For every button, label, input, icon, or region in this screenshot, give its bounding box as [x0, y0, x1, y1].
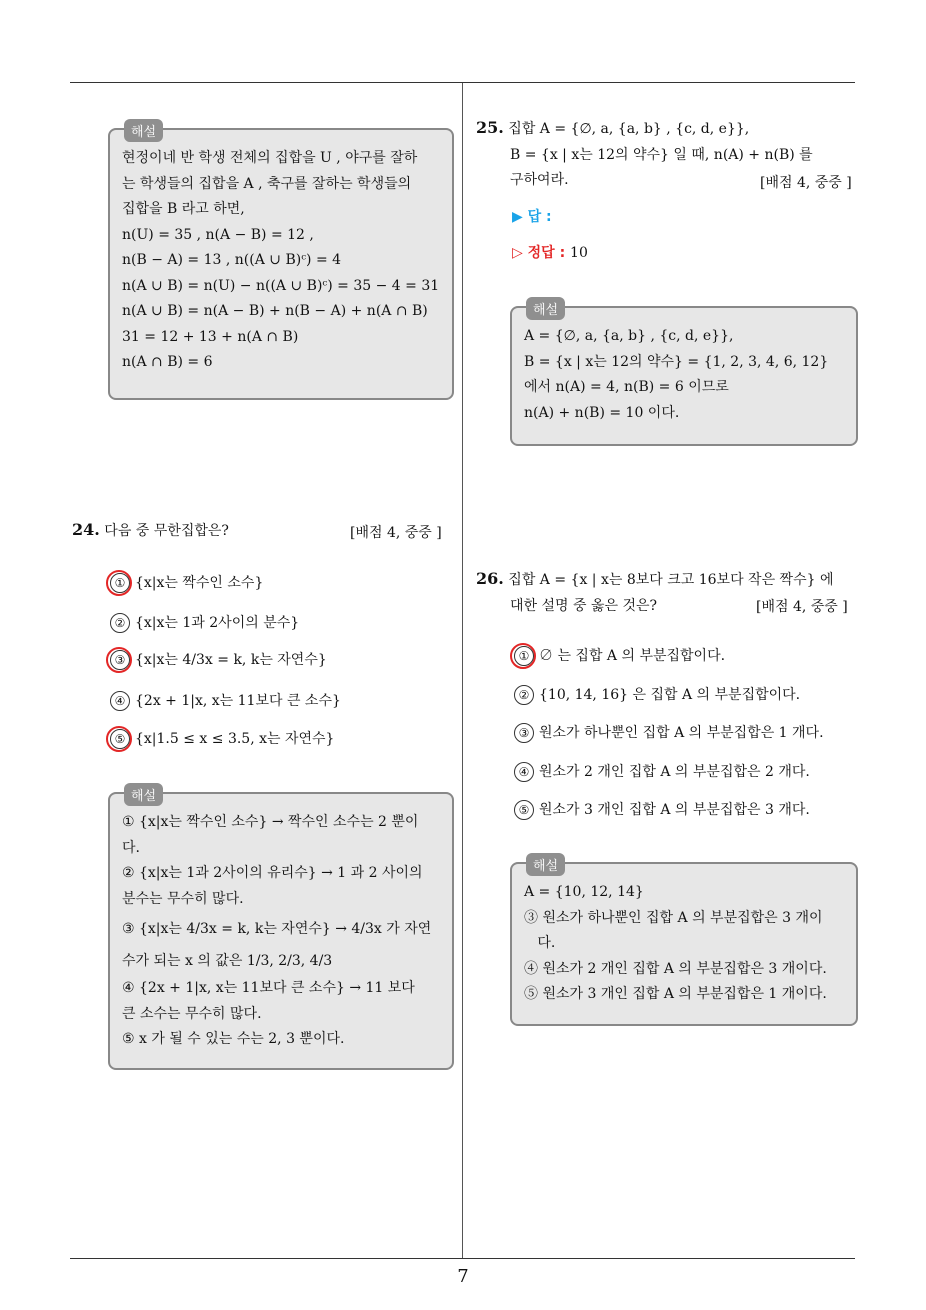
choice-3[interactable]: [514, 722, 824, 743]
choice-4[interactable]: [110, 690, 341, 711]
choice-5[interactable]: [110, 728, 334, 749]
choice-number: ③: [110, 650, 130, 670]
solution-tag: 해설: [124, 783, 163, 806]
solution-line: ① {x|x는 짝수인 소수} → 짝수인 소수는 2 뿐이: [122, 814, 419, 830]
correct-label: ▷ 정답 :: [512, 245, 566, 261]
question-line: 집합 A = {∅, a, {a, b} , {c, d, e}},: [508, 121, 750, 137]
choice-text: 원소가 3 개인 집합 A 의 부분집합은 3 개다.: [539, 802, 810, 818]
choice-text: {10, 14, 16} 은 집합 A 의 부분집합이다.: [539, 687, 801, 703]
question-line: 구하여라.: [510, 172, 569, 188]
solution-tag: 해설: [526, 853, 565, 876]
correct-value: 10: [570, 245, 588, 261]
solution-line: ⑤ 원소가 3 개인 집합 A 의 부분집합은 1 개이다.: [524, 986, 827, 1002]
solution-line: 현정이네 반 학생 전체의 집합을 U , 야구를 잘하: [122, 150, 418, 166]
choice-number: ④: [514, 762, 534, 782]
solution-box-24: [108, 789, 454, 1070]
solution-line: 다.: [524, 935, 556, 951]
solution-line: ③ 원소가 하나뿐인 집합 A 의 부분집합은 3 개이: [524, 909, 823, 926]
solution-line: n(U) = 35 , n(A − B) = 12 ,: [122, 226, 314, 243]
question-line: 집합 A = {x | x는 8보다 크고 16보다 작은 짝수} 에: [508, 572, 834, 588]
solution-line: 다.: [122, 839, 140, 856]
choice-3[interactable]: [110, 649, 327, 670]
solution-line: ② {x|x는 1과 2사이의 유리수} → 1 과 2 사이의: [122, 865, 423, 881]
column-divider: [462, 83, 463, 1258]
choice-number: ①: [514, 646, 534, 666]
choice-number: ③: [514, 723, 534, 743]
question-24: [72, 520, 229, 540]
solution-line: n(A ∩ B) = 6: [122, 354, 213, 370]
question-number: 25.: [476, 118, 504, 137]
choice-text: ∅ 는 집합 A 의 부분집합이다.: [539, 648, 726, 664]
choice-number: ④: [110, 691, 130, 711]
solution-line: 큰 소수는 무수히 많다.: [122, 1005, 262, 1022]
question-number: 24.: [72, 520, 100, 539]
solution-line: 에서 n(A) = 4, n(B) = 6 이므로: [524, 379, 729, 395]
question-line: 대한 설명 중 옳은 것은?: [510, 597, 658, 614]
choice-text: 원소가 하나뿐인 집합 A 의 부분집합은 1 개다.: [539, 725, 824, 741]
choice-text: {2x + 1|x, x는 11보다 큰 소수}: [135, 693, 341, 709]
solution-box-26: [510, 859, 858, 1026]
solution-line: ③ {x|x는 4/3x = k, k는 자연수} → 4/3x 가 자연: [122, 921, 432, 937]
choice-number: ⑤: [110, 729, 130, 749]
solution-line: n(A) + n(B) = 10 이다.: [524, 404, 680, 421]
question-line: B = {x | x는 12의 약수} 일 때, n(A) + n(B) 를: [510, 146, 813, 163]
choice-text: 원소가 2 개인 집합 A 의 부분집합은 2 개다.: [539, 764, 810, 780]
solution-box-23: [108, 125, 454, 400]
page-number: 7: [457, 1266, 469, 1287]
choice-text: {x|x는 짝수인 소수}: [135, 575, 264, 591]
solution-line: 집합을 B 라고 하면,: [122, 201, 245, 217]
solution-tag: 해설: [124, 119, 163, 142]
solution-line: n(A ∪ B) = n(A − B) + n(B − A) + n(A ∩ B): [122, 303, 428, 319]
score-label: [배점 4, 중중 ]: [350, 525, 442, 541]
bottom-rule: [70, 1258, 855, 1259]
solution-line: A = {10, 12, 14}: [524, 884, 644, 900]
solution-line: 31 = 12 + 13 + n(A ∩ B): [122, 328, 299, 345]
solution-line: 분수는 무수히 많다.: [122, 890, 244, 907]
solution-line: ④ 원소가 2 개인 집합 A 의 부분집합은 3 개이다.: [524, 960, 827, 977]
solution-line: 는 학생들의 집합을 A , 축구를 잘하는 학생들의: [122, 175, 412, 192]
solution-line: n(A ∪ B) = n(U) − n((A ∪ B)ᶜ) = 35 − 4 = 31: [122, 277, 440, 294]
answer-label: ▶ 답 :: [512, 209, 552, 225]
solution-line: ④ {2x + 1|x, x는 11보다 큰 소수} → 11 보다: [122, 980, 415, 996]
solution-tag: 해설: [526, 297, 565, 320]
choice-5[interactable]: [514, 799, 810, 820]
choice-2[interactable]: [514, 684, 800, 705]
score-label: [배점 4, 중중 ]: [760, 175, 852, 191]
choice-text: {x|x는 4/3x = k, k는 자연수}: [135, 652, 327, 668]
choice-number: ①: [110, 573, 130, 593]
choice-number: ②: [110, 613, 130, 633]
choice-number: ②: [514, 685, 534, 705]
choice-text: {x|x는 1과 2사이의 분수}: [135, 615, 300, 631]
choice-text: {x|1.5 ≤ x ≤ 3.5, x는 자연수}: [135, 731, 335, 747]
choice-1[interactable]: [514, 645, 725, 666]
question-text: 다음 중 무한집합은?: [104, 523, 229, 539]
choice-1[interactable]: [110, 572, 263, 593]
solution-line: n(B − A) = 13 , n((A ∪ B)ᶜ) = 4: [122, 252, 342, 268]
score-label: [배점 4, 중중 ]: [756, 599, 848, 615]
correct-answer: [512, 242, 588, 262]
choice-2[interactable]: [110, 612, 299, 633]
solution-line: B = {x | x는 12의 약수} = {1, 2, 3, 4, 6, 12}: [524, 353, 829, 370]
question-number: 26.: [476, 569, 504, 588]
solution-line: 수가 되는 x 의 값은 1/3, 2/3, 4/3: [122, 953, 333, 969]
choice-number: ⑤: [514, 800, 534, 820]
solution-line: ⑤ x 가 될 수 있는 수는 2, 3 뿐이다.: [122, 1031, 345, 1047]
solution-box-25: [510, 303, 858, 446]
choice-4[interactable]: [514, 761, 810, 782]
solution-line: A = {∅, a, {a, b} , {c, d, e}},: [524, 328, 734, 344]
